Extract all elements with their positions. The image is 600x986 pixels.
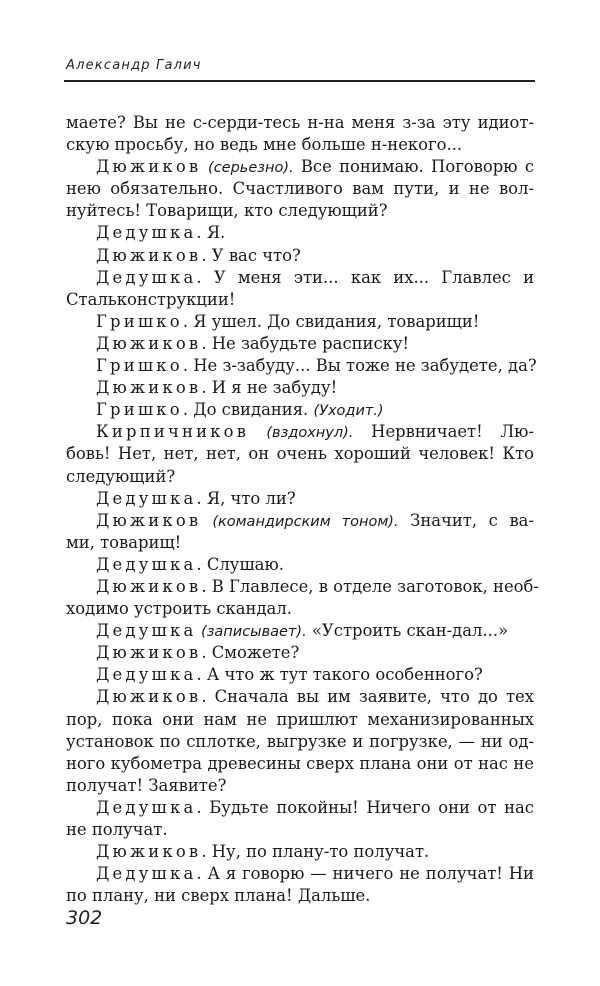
speaker-name: Дюжиков bbox=[96, 378, 202, 398]
speaker-name: Дюжиков bbox=[96, 245, 202, 265]
text-line bbox=[66, 333, 534, 355]
stage-direction: (серьезно). bbox=[201, 160, 294, 177]
speaker-name: Дедушка bbox=[96, 665, 197, 685]
line-text: . В Главлесе, в отделе заготовок, необ- bbox=[201, 576, 539, 596]
line-text: . До свидания. bbox=[182, 400, 314, 420]
text-line bbox=[66, 731, 534, 753]
text-line bbox=[66, 885, 534, 907]
line-text: Нервничает! Лю- bbox=[353, 422, 534, 442]
speaker-name: Дюжиков bbox=[96, 687, 202, 707]
line-text: . Я, что ли? bbox=[196, 488, 296, 508]
text-line bbox=[66, 178, 534, 200]
line-text: нею обязательно. Счастливого вам пути, и не вол- bbox=[66, 179, 534, 199]
text-line bbox=[66, 775, 534, 797]
line-text: бовь! Нет, нет, нет, он очень хороший человек! Кто bbox=[66, 444, 534, 464]
text-line bbox=[66, 709, 534, 731]
speaker-name: Дюжиков bbox=[96, 510, 202, 530]
line-text: . Не забудьте расписку! bbox=[201, 333, 410, 353]
line-text: нуйтесь! Товарищи, кто следующий? bbox=[66, 201, 388, 221]
text-line bbox=[66, 289, 534, 311]
text-line bbox=[66, 841, 534, 863]
line-text: маете? Вы не с-серди-тесь н-на меня з-за эту идиот- bbox=[66, 113, 534, 132]
speaker-name: Дюжиков bbox=[96, 333, 202, 353]
stage-direction: (Уходит.) bbox=[313, 403, 384, 420]
text-line bbox=[66, 488, 534, 510]
text-line bbox=[66, 466, 534, 488]
speaker-name: Дюжиков bbox=[96, 643, 202, 663]
running-head-author: Александр Галич bbox=[66, 58, 202, 73]
speaker-name: Дедушка bbox=[96, 488, 197, 508]
line-text: Все понимаю. Поговорю с bbox=[293, 157, 534, 177]
line-text: . Будьте покойны! Ничего они от нас bbox=[196, 797, 534, 817]
line-text: . У вас что? bbox=[201, 245, 301, 265]
text-line bbox=[66, 863, 534, 885]
speaker-name: Кирпичников bbox=[96, 422, 250, 442]
speaker-name: Дюжиков bbox=[96, 576, 202, 596]
line-text: ходимо устроить скандал. bbox=[66, 599, 292, 619]
line-text: «Устроить скан-дал...» bbox=[306, 621, 509, 641]
page-number: 302 bbox=[66, 907, 103, 929]
text-line bbox=[66, 156, 534, 178]
line-text: Значит, с ва- bbox=[398, 510, 534, 530]
line-text: . И я не забуду! bbox=[201, 378, 338, 398]
text-line bbox=[66, 576, 539, 598]
line-text: . Не з-забуду... Вы тоже не забудете, да? bbox=[182, 356, 537, 376]
text-line bbox=[66, 532, 534, 554]
text-line bbox=[66, 554, 534, 576]
line-text: . Сможете? bbox=[201, 643, 300, 663]
speaker-name: Дедушка bbox=[96, 864, 197, 884]
speaker-name: Гришко bbox=[96, 311, 183, 331]
play-text-body bbox=[66, 112, 539, 907]
text-line bbox=[66, 664, 534, 686]
line-text: . У меня эти... как их... Главлес и bbox=[196, 267, 534, 287]
text-line bbox=[66, 200, 534, 222]
line-text: . Сначала вы им заявите, что до тех bbox=[201, 687, 534, 707]
text-line bbox=[66, 642, 534, 664]
text-line bbox=[66, 377, 534, 399]
speaker-name: Дедушка bbox=[96, 554, 197, 574]
line-text: . Я ушел. До свидания, товарищи! bbox=[182, 311, 480, 331]
line-text: . А что ж тут такого особенного? bbox=[196, 665, 483, 685]
text-line bbox=[66, 753, 534, 775]
line-text: скую просьбу, но ведь мне больше н-некого... bbox=[66, 135, 463, 155]
text-line bbox=[66, 134, 534, 156]
speaker-name: Дедушка bbox=[96, 223, 197, 243]
speaker-name: Гришко bbox=[96, 356, 183, 376]
text-line bbox=[66, 245, 534, 267]
speaker-name: Дедушка bbox=[96, 797, 197, 817]
line-text: . А я говорю — ничего не получат! Ни bbox=[196, 864, 534, 884]
text-line bbox=[66, 311, 534, 333]
line-text: . Ну, по плану-то получат. bbox=[201, 842, 430, 862]
text-line bbox=[66, 443, 534, 465]
line-text: ми, товарищ! bbox=[66, 532, 182, 552]
line-text: . Слушаю. bbox=[196, 554, 284, 574]
line-text: установок по сплотке, выгрузке и погрузке, — ни од- bbox=[66, 731, 534, 751]
speaker-name: Дюжиков bbox=[96, 157, 202, 177]
line-text: следующий? bbox=[66, 466, 176, 486]
text-line bbox=[66, 620, 534, 642]
text-line bbox=[66, 819, 534, 841]
speaker-name: Дедушка bbox=[96, 267, 197, 287]
line-text: Стальконструкции! bbox=[66, 289, 236, 309]
line-text: ного кубометра древесины сверх плана они от нас не bbox=[66, 753, 534, 773]
line-text: пор, пока они нам не пришлют механизированных bbox=[66, 709, 534, 729]
text-line bbox=[66, 797, 534, 819]
stage-direction: (записывает). bbox=[196, 624, 307, 641]
text-line bbox=[66, 267, 534, 289]
speaker-name: Дюжиков bbox=[96, 842, 202, 862]
text-line bbox=[66, 686, 534, 708]
speaker-name: Дедушка bbox=[96, 621, 197, 641]
text-line bbox=[66, 222, 534, 244]
line-text: по плану, ни сверх плана! Дальше. bbox=[66, 886, 371, 906]
text-line bbox=[66, 399, 534, 421]
line-text: не получат. bbox=[66, 820, 168, 839]
speaker-name: Гришко bbox=[96, 400, 183, 420]
stage-direction: (командирским тоном). bbox=[201, 513, 399, 530]
stage-direction: (вздохнул). bbox=[249, 425, 354, 442]
text-line bbox=[66, 421, 534, 443]
text-line bbox=[66, 598, 534, 620]
text-line bbox=[66, 510, 534, 532]
line-text: получат! Заявите? bbox=[66, 775, 227, 795]
text-line bbox=[66, 112, 534, 134]
text-line bbox=[66, 355, 537, 377]
line-text: . Я. bbox=[196, 223, 226, 243]
header-rule bbox=[64, 80, 535, 82]
